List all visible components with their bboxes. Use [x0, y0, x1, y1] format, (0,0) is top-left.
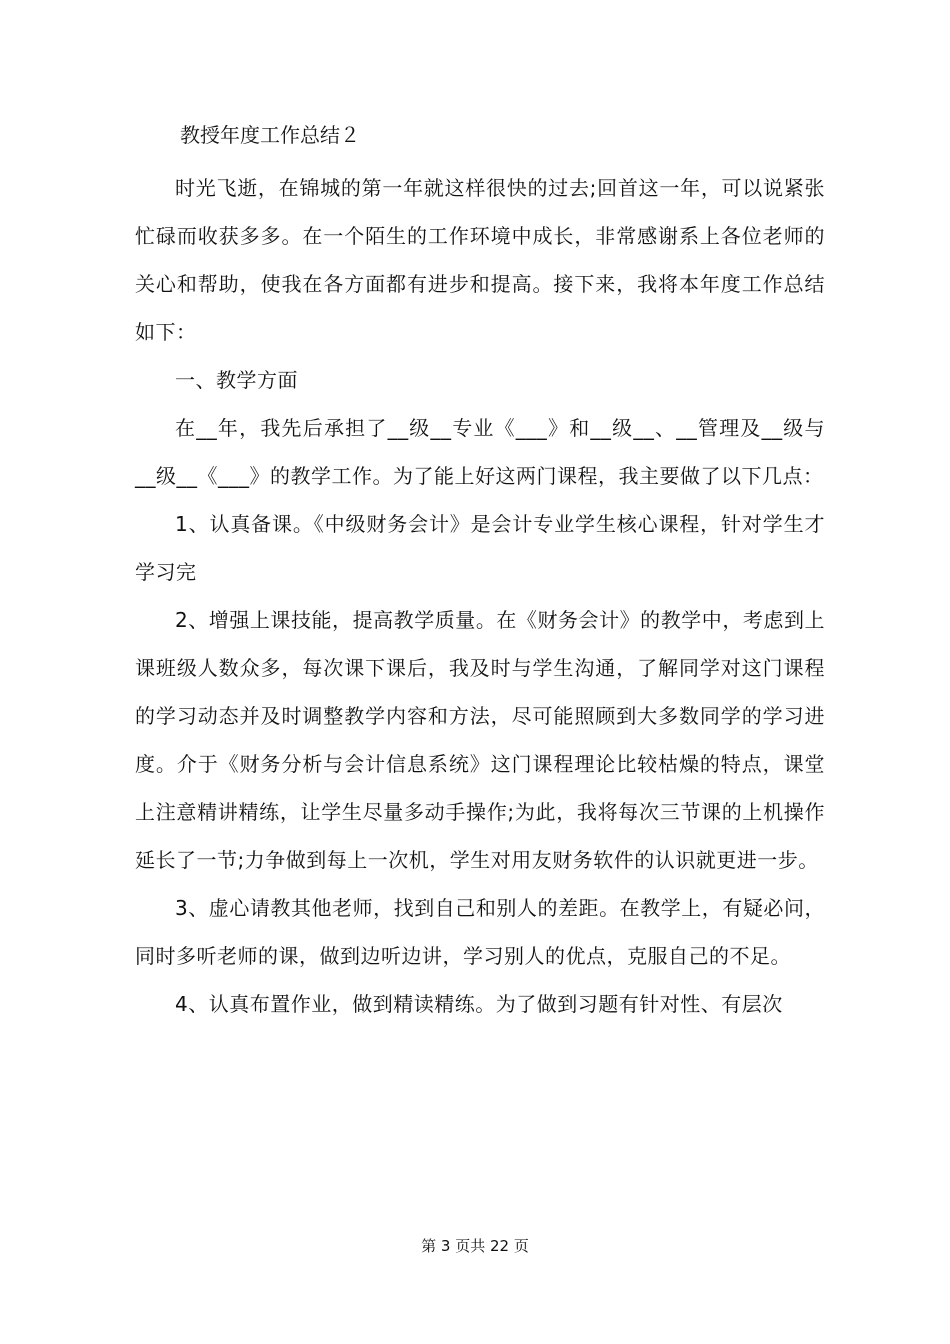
paragraph-intro: 时光飞逝，在锦城的第一年就这样很快的过去;回首这一年，可以说紧张忙碌而收获多多。在一个陌生的工作环境中成长，非常感谢系上各位老师的关心和帮助，使我在各方面都有进步和提高。接下来，我将本年度工作总结如下：	[135, 176, 825, 344]
page-footer: 第 3 页共 22 页	[421, 1237, 529, 1255]
paragraph-point-2: 2、增强上课技能，提高教学质量。在《财务会计》的教学中，考虑到上课班级人数众多，每次课下课后，我及时与学生沟通，了解同学对这门课程的学习动态并及时调整教学内容和方法，尽可能照顾到大多数同学的学习进度。介于《财务分析与会计信息系统》这门课程理论比较枯燥的特点，课堂上注意精讲精练，让学生尽量多动手操作;为此，我将每次三节课的上机操作延长了一节;力争做到每上一次机，学生对用友财务软件的认识就更进一步。	[135, 608, 825, 872]
section-heading-teaching: 一、教学方面	[175, 368, 298, 392]
document-body	[135, 164, 825, 1028]
paragraph-point-1: 1、认真备课。《中级财务会计》是会计专业学生核心课程，针对学生才学习完	[135, 512, 825, 584]
paragraph-point-4: 4、认真布置作业，做到精读精练。为了做到习题有针对性、有层次	[175, 992, 783, 1016]
paragraph-point-3: 3、虚心请教其他老师，找到自己和别人的差距。在教学上，有疑必问，同时多听老师的课，做到边听边讲，学习别人的优点，克服自己的不足。	[135, 896, 825, 968]
paragraph-courses: 在__年，我先后承担了__级__专业《___》和__级__、__管理及__级与__级__《___》的教学工作。为了能上好这两门课程，我主要做了以下几点：	[135, 416, 825, 488]
document-title: 教授年度工作总结２	[180, 123, 360, 147]
